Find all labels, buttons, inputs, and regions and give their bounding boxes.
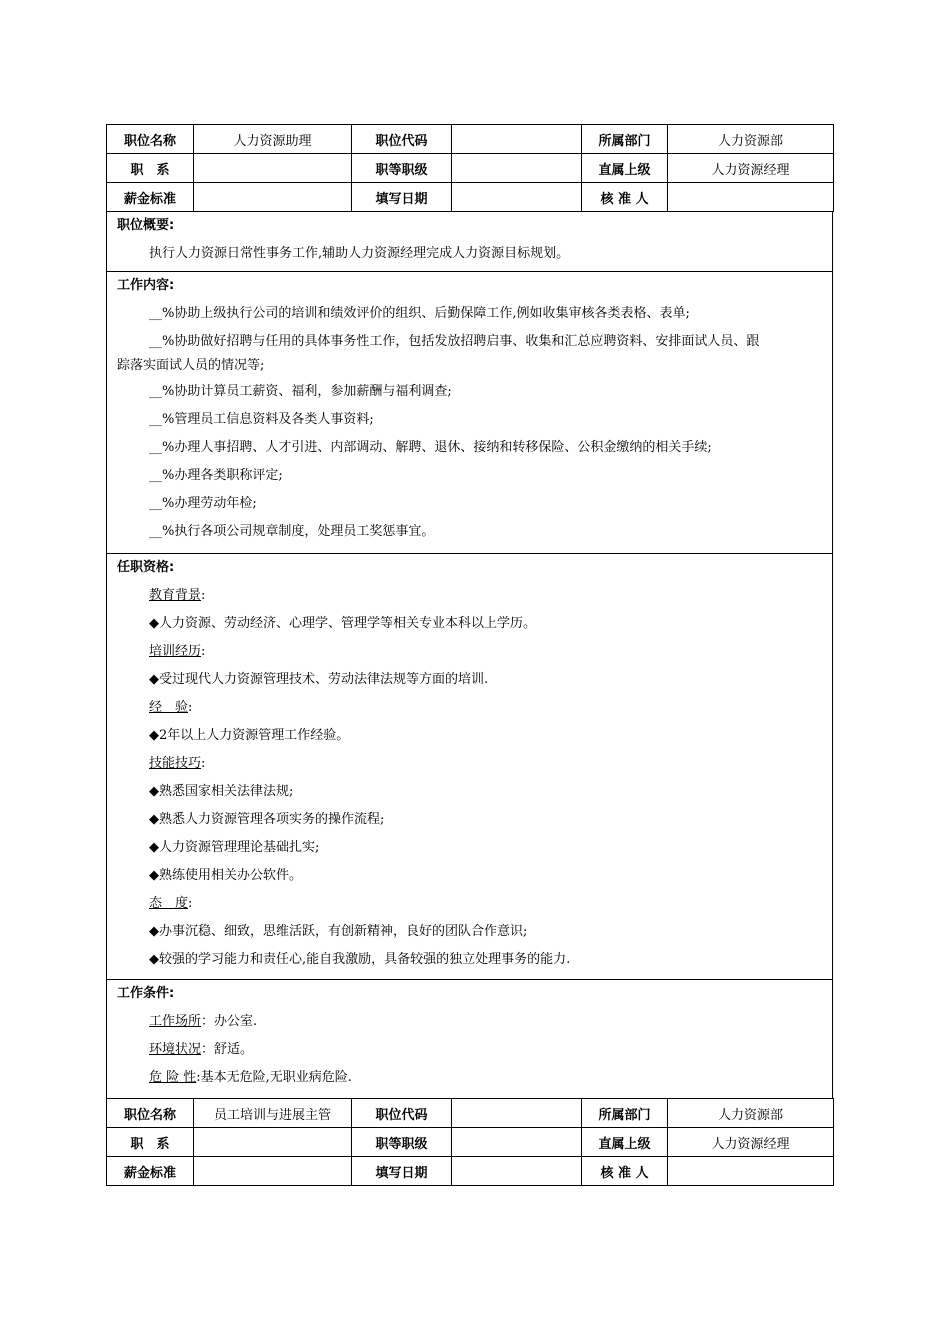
- label-salary: 薪金标准: [107, 1157, 194, 1186]
- label-department: 所属部门: [582, 1099, 668, 1128]
- table-row: [107, 154, 834, 183]
- experience-label: 经 验:: [149, 700, 193, 715]
- list-item: __%办理各类职称评定;: [149, 468, 283, 483]
- value-supervisor: 人力资源经理: [668, 1128, 834, 1157]
- attitude-label: 态 度:: [149, 896, 193, 911]
- value-approver: [668, 1157, 834, 1186]
- duties-title: 工作内容:: [117, 278, 175, 293]
- table-row: [107, 1128, 834, 1157]
- label-job-family: 职 系: [107, 154, 194, 183]
- list-item: ◆熟练使用相关办公软件。: [149, 868, 302, 883]
- value-department: 人力资源部: [668, 125, 834, 154]
- value-position-code: [452, 125, 582, 154]
- overview-title: 职位概要:: [117, 218, 175, 233]
- workplace-value: ：办公室.: [201, 1014, 258, 1029]
- list-item: ◆熟悉人力资源管理各项实务的操作流程;: [149, 812, 385, 827]
- list-item: ◆人力资源管理理论基础扎实;: [149, 840, 320, 855]
- workplace-label: 工作场所: [149, 1014, 202, 1029]
- label-approver: 核 准 人: [582, 1157, 668, 1186]
- label-supervisor: 直属上级: [582, 1128, 668, 1157]
- list-item: ◆熟悉国家相关法律法规;: [149, 784, 294, 799]
- value-job-family: [194, 154, 352, 183]
- list-item: __%协助做好招聘与任用的具体事务性工作，包括发放招聘启事、收集和汇总应聘资料、安排面试人员、跟: [149, 334, 760, 349]
- list-item: ◆办事沉稳、细致，思维活跃，有创新精神，良好的团队合作意识;: [149, 924, 528, 939]
- qualifications-section: [106, 554, 833, 980]
- list-item: __%执行各项公司规章制度，处理员工奖惩事宜。: [149, 524, 435, 539]
- overview-section: [106, 212, 833, 272]
- value-salary: [194, 1157, 352, 1186]
- value-grade: [452, 154, 582, 183]
- education-label: 教育背景:: [149, 588, 206, 603]
- skills-label: 技能技巧:: [149, 756, 206, 771]
- environment-line: [117, 1036, 822, 1064]
- label-fill-date: 填写日期: [352, 1157, 452, 1186]
- experience-text: ◆2年以上人力资源管理工作经验。: [149, 728, 350, 743]
- value-position-name: 员工培训与进展主管: [194, 1099, 352, 1128]
- label-position-name: 职位名称: [107, 1099, 194, 1128]
- label-salary: 薪金标准: [107, 183, 194, 212]
- table-row: [107, 1157, 834, 1186]
- label-job-family: 职 系: [107, 1128, 194, 1157]
- position-info-table-1: [106, 124, 834, 212]
- conditions-title: 工作条件:: [117, 986, 175, 1001]
- environment-value: ：舒适。: [201, 1042, 254, 1057]
- risk-value: :基本无危险,无职业病危险.: [196, 1070, 352, 1085]
- value-job-family: [194, 1128, 352, 1157]
- label-fill-date: 填写日期: [352, 183, 452, 212]
- value-grade: [452, 1128, 582, 1157]
- training-text: ◆受过现代人力资源管理技术、劳动法律法规等方面的培训.: [149, 672, 489, 687]
- risk-label: 危 险 性: [149, 1070, 197, 1085]
- label-position-name: 职位名称: [107, 125, 194, 154]
- table-row: [107, 1099, 834, 1128]
- list-item: __%办理劳动年检;: [149, 496, 257, 511]
- value-salary: [194, 183, 352, 212]
- value-fill-date: [452, 183, 582, 212]
- duties-section: [106, 272, 833, 554]
- overview-text: 执行人力资源日常性事务工作,辅助人力资源经理完成人力资源目标规划。: [149, 246, 570, 261]
- environment-label: 环境状况: [149, 1042, 202, 1057]
- table-row: [107, 183, 834, 212]
- value-department: 人力资源部: [668, 1099, 834, 1128]
- value-position-name: 人力资源助理: [194, 125, 352, 154]
- list-item: ◆较强的学习能力和责任心,能自我激励，具备较强的独立处理事务的能力.: [149, 952, 571, 967]
- label-position-code: 职位代码: [352, 1099, 452, 1128]
- risk-line: [117, 1064, 822, 1092]
- value-fill-date: [452, 1157, 582, 1186]
- position-info-table-2: [106, 1098, 834, 1186]
- education-text: ◆人力资源、劳动经济、心理学、管理学等相关专业本科以上学历。: [149, 616, 536, 631]
- label-supervisor: 直属上级: [582, 154, 668, 183]
- value-approver: [668, 183, 834, 212]
- value-position-code: [452, 1099, 582, 1128]
- label-grade: 职等职级: [352, 1128, 452, 1157]
- list-item: __%管理员工信息资料及各类人事资料;: [149, 412, 374, 427]
- workplace-line: [117, 1008, 822, 1036]
- label-department: 所属部门: [582, 125, 668, 154]
- list-item: __%办理人事招聘、人才引进、内部调动、解聘、退休、接纳和转移保险、公积金缴纳的相关手续;: [149, 440, 712, 455]
- qualifications-title: 任职资格:: [117, 560, 175, 575]
- label-approver: 核 准 人: [582, 183, 668, 212]
- list-item: __%协助上级执行公司的培训和绩效评价的组织、后勤保障工作,例如收集审核各类表格、表单;: [149, 306, 690, 321]
- list-item-continuation: 踪落实面试人员的情况等;: [117, 358, 265, 373]
- job-description-document: [106, 124, 833, 1186]
- label-position-code: 职位代码: [352, 125, 452, 154]
- conditions-section: [106, 980, 833, 1099]
- label-grade: 职等职级: [352, 154, 452, 183]
- list-item: __%协助计算员工薪资、福利，参加薪酬与福利调查;: [149, 384, 452, 399]
- table-row: [107, 125, 834, 154]
- training-label: 培训经历:: [149, 644, 206, 659]
- value-supervisor: 人力资源经理: [668, 154, 834, 183]
